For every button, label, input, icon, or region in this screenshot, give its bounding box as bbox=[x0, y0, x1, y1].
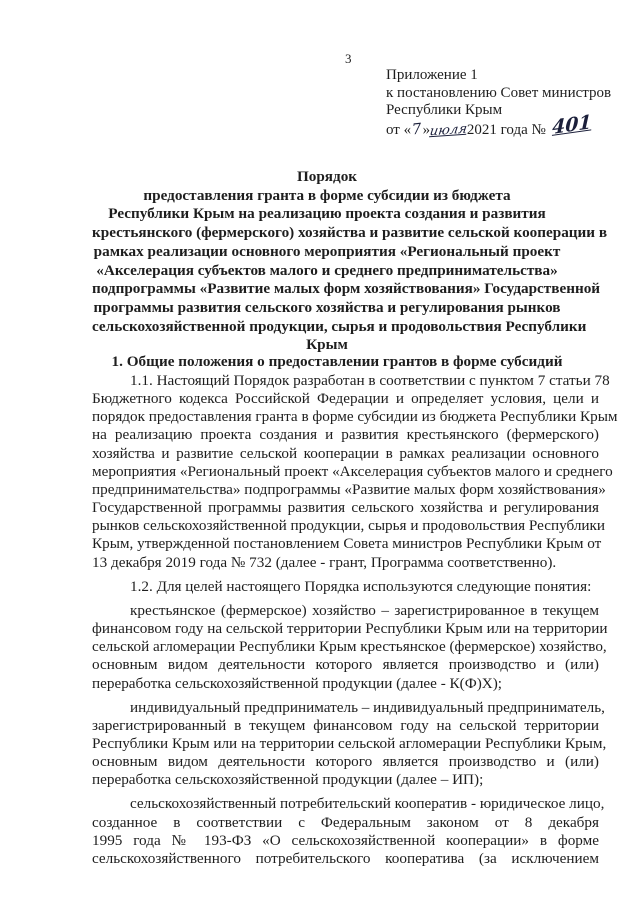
paragraph-line: Государственной программы развития сельского хозяйства и регулирования bbox=[92, 499, 599, 517]
title-line: предоставления гранта в форме субсидии из бюджета bbox=[143, 186, 511, 204]
paragraph-line: порядок предоставления гранта в форме субсидии из бюджета Республики Крым bbox=[92, 408, 618, 426]
paragraph-line: Крым, утвержденной постановлением Совета министров Республики Крым от bbox=[92, 535, 602, 553]
date-mid: » bbox=[422, 121, 431, 138]
title-line: программы развития сельского хозяйства и регулирования рынков bbox=[93, 298, 561, 316]
document-body bbox=[92, 372, 618, 868]
paragraph-line: переработка сельскохозяйственной продукции (далее – ИП); bbox=[92, 771, 484, 789]
page-number: 3 bbox=[345, 51, 352, 66]
paragraph-line: хозяйства и развитие сельской кооперации в рамках реализации основного bbox=[92, 444, 599, 462]
date-suffix: 2021 года № bbox=[466, 121, 546, 138]
paragraph-line: 1.1. Настоящий Порядок разработан в соответствии с пунктом 7 статьи 78 bbox=[130, 372, 610, 389]
appendix-line: к постановлению Совет министров bbox=[386, 84, 612, 101]
title-line: Республики Крым на реализацию проекта создания и развития bbox=[108, 205, 546, 223]
paragraph bbox=[92, 372, 618, 572]
paragraph-line: крестьянское (фермерское) хозяйство – зарегистрированное в текущем bbox=[130, 601, 599, 619]
paragraph-line: сельской агломерации Республики Крым крестьянское (фермерское) хозяйство, bbox=[92, 638, 607, 656]
paragraph-line: 1995 года № 193-ФЗ «О сельскохозяйственной кооперации» в форме bbox=[92, 831, 599, 849]
paragraph-line: предпринимательства» подпрограммы «Развитие малых форм хозяйствования» bbox=[92, 480, 606, 498]
paragraph bbox=[92, 578, 599, 596]
section-heading: 1. Общие положения о предоставлении грантов в форме субсидий bbox=[111, 353, 563, 370]
title-line: Крым bbox=[306, 336, 348, 354]
paragraph-line: индивидуальный предприниматель – индивидуальный предприниматель, bbox=[130, 698, 605, 716]
title-line: рамках реализации основного мероприятия «Региональный проект bbox=[93, 242, 561, 260]
paragraph-line: финансовом году на сельской территории Республики Крым или на территории bbox=[92, 620, 608, 638]
paragraph bbox=[92, 795, 605, 868]
paragraph-line: 13 декабря 2019 года № 732 (далее - грант, Программа соответственно). bbox=[92, 553, 557, 571]
document-title bbox=[92, 168, 608, 355]
paragraph-line: сельскохозяйственный потребительский кооператив - юридическое лицо, bbox=[130, 795, 605, 813]
paragraph-line: переработка сельскохозяйственной продукции (далее - К(Ф)Х); bbox=[92, 674, 503, 692]
paragraph-line: мероприятия «Региональный проект «Акселерация субъектов малого и среднего bbox=[92, 462, 613, 480]
paragraph-line: рынков сельскохозяйственной продукции, сырья и продовольствия Республики bbox=[92, 517, 606, 535]
handwritten-month: июля bbox=[428, 121, 469, 139]
appendix-line: Республики Крым bbox=[386, 102, 503, 118]
appendix-note bbox=[386, 67, 626, 139]
paragraph-line: сельскохозяйственного потребительского кооператива (за исключением bbox=[92, 849, 599, 867]
paragraph bbox=[92, 698, 607, 790]
paragraph-line: созданное в соответствии с Федеральным законом от 8 декабря bbox=[92, 813, 599, 831]
paragraph-line: на реализацию проекта создания и развития крестьянского (фермерского) bbox=[92, 426, 599, 444]
date-prefix: от « bbox=[386, 121, 412, 138]
title-line: подпрограммы «Развитие малых форм хозяйствования» Государственной bbox=[92, 280, 601, 298]
handwritten-day: 7 bbox=[411, 119, 423, 138]
paragraph-line: Бюджетного кодекса Российской Федерации и определяет условия, цели и bbox=[92, 390, 599, 408]
paragraph-line: 1.2. Для целей настоящего Порядка используются следующие понятия: bbox=[130, 577, 592, 595]
handwritten-document-number: 401 bbox=[551, 110, 592, 139]
paragraph-line: зарегистрированный в текущем финансовом году на сельской территории bbox=[92, 716, 599, 734]
paragraph bbox=[92, 601, 608, 693]
paragraph-line: Республики Крым или на территории сельской агломерации Республики Крым, bbox=[92, 734, 607, 752]
appendix-line: Приложение 1 bbox=[386, 67, 478, 83]
title-heading: Порядок bbox=[296, 168, 358, 185]
title-line: крестьянского (фермерского) хозяйства и развитие сельской кооперации в bbox=[92, 224, 608, 242]
title-line: сельскохозяйственной продукции, сырья и продовольствия Республики bbox=[92, 317, 587, 335]
paragraph-line: основным видом деятельности которого является производство и (или) bbox=[92, 753, 599, 771]
title-line: «Акселерация субъектов малого и среднего предпринимательства» bbox=[96, 261, 558, 279]
paragraph-line: основным видом деятельности которого является производство и (или) bbox=[92, 656, 599, 674]
